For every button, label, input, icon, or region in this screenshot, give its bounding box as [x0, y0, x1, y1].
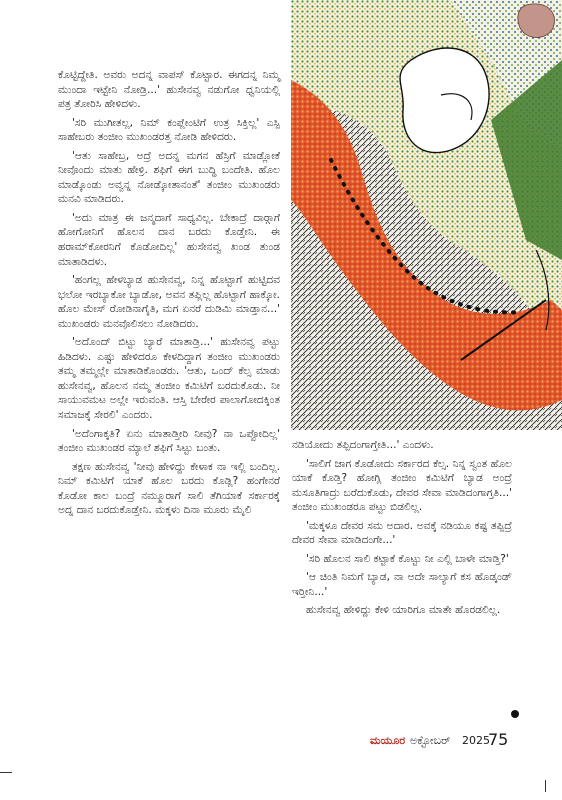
paragraph: ಹುಸೇನವ್ವ ಹೇಳಿದ್ದು ಕೇಳಿ ಯಾರಿಗೂ ಮಾತೇ ಹೊರಡಲಿಲ್ಲ. [306, 604, 501, 617]
story-illustration [291, 0, 562, 430]
paragraph: 'ಆತು ಸಾಹೇಬ್ರ, ಅದ್ರೆ ಅದನ್ನ ಮಗನ ಹೆಸ್ರಿಗೆ ಮಾಡ್ಲೋಕೆ ನೀವೊಂದು ಮಾತು ಹೇಳ್ರಿ. ಶಫಿಗೆ ಈಗ ಬುದ್ಧಿ ಬಂದೇತಿ. ಹೊಲ ಮಾಡ್ಕೊಂಡು ಅವ್ವನ್ನ ನೋಡ್ಕೋತಾನಂತೆ' ತಂಜೀಂ ಮುಖಂಡರು ಮನವಿ ಮಾಡಿದರು. [58, 149, 280, 206]
paragraph: ನಡಿಯೋದು ತಪ್ಪಿದಂಗಾಗ್ತೇತಿ...' ಎಂದಳು. [292, 439, 434, 451]
crop-mark [545, 780, 546, 792]
page-number: 75 [488, 730, 509, 749]
crop-mark [0, 772, 12, 773]
page-footer [370, 730, 520, 752]
paragraph: 'ಅದೊಂದ್‌ ಬಿಟ್ಟು ಬ್ಯಾರೆ ಮಾತಾಡ್ರಿ...' ಹುಸೇನವ್ವ ಪಟ್ಟು ಹಿಡಿದಳು. ಎಷ್ಟು ಹೇಳಿದರೂ ಕೇಳದಿದ್ದಾಗ ತಂಜೀಂ ಮುಖಂಡರು ತಮ್ಮ ತಮ್ಮಲ್ಲೇ ಮಾತಾಡಿಕೊಂಡರು. 'ಆತು, ಒಂದ್‌ ಕೆಲ್ಸ ಮಾಡು ಹುಸೇನವ್ವ, ಹೊಲನ ನಮ್ಮ ತಂಜೀಂ ಕಮಿಟಿಗೆ ಬರದುಕೊಡು. ನೀ ಸಾಯುವಮಟ ಅಲ್ಲೇ ಇರುವಂತಿ. ಆಸ್ತಿ ಬೇರೇರ ಪಾಲಾಗೋದಕ್ಕಿಂತ ಸಮಾಜಕ್ಕೆ ಸೇರಲಿ' ಎಂದರು. [58, 336, 280, 422]
paragraph: 'ಹಂಗಲ್ಲ ಹೇಳಬ್ಯಾಡ ಹುಸೇನವ್ವ, ನಿನ್ನ ಹೊಟ್ಟಾಗೆ ಹುಟ್ಟಿದವ ಭಲೋ ಇರಬ್ಯಾಕೋ ಬ್ಯಾಡೋ, ಅವನ ತಪ್ಲಿಲ್ಲ ಹೊಟ್ಟಾಗೆ ಹಾಕ್ಕೋ. ಹೊಲ ಮೇಸ್‌ ರೋಡಿನಾಗೈತಿ, ಮಗ ಏನರೆ ದುಡಿಮಿ ಮಾಡ್ತಾನ...' ಮುಖಂಡರು ಮನವೊಲಿಸಲು ನೋಡಿದರು. [58, 274, 280, 330]
issue-month: ಅಕ್ಟೋಬರ್ [410, 734, 451, 747]
paragraph: 'ಆ ಚಿಂತಿ ನಿಮಗೆ ಬ್ಯಾಡ, ನಾ ಅದೇ ಸಾಲ್ಯಾಗೆ ಕಸ ಹೊಡ್ಕಂಡ್‌ ಇರ್‍ತೀನಿ...' [292, 571, 512, 598]
end-of-story-dot [511, 710, 519, 718]
paragraph: 'ಮಕ್ಕಳೂ ದೇವರ ಸಮ ಅದಾರ. ಅವಕ್ಕೆ ನಡಿಯೂ ಕಷ್ಟ ತಪ್ಪಿದ್ರೆ ದೇವರ ಸೇವಾ ಮಾಡಿದಂಗೇ...' [292, 519, 512, 547]
paragraph: 'ಸರಿ ಮುಗೀತಲ್ಲ, ನಿಮ್‌ ಕಂಪ್ಲೇಂಟಿಗೆ ಉತ್ರ ಸಿಕ್ತಿಲ್ಲ' ಎಸ್ಪಿ ಸಾಹೇಬರು ತಂಜೀಂ ಮುಖಂಡರತ್ತ ನೋಡಿ ಹೇಳಿದರು. [58, 116, 280, 144]
article-column-right [292, 438, 512, 622]
paragraph: 'ಸಾಲಿಗೆ ಜಾಗ ಕೊಡೋದು ಸರ್ಕಾರದ ಕೆಲ್ಸ. ನಿನ್ನ ಸ್ವಂತ ಹೊಲ ಯಾಕೆ ಕೊಡ್ತಿ? ಹೋಗ್ಲಿ ತಂಜೀಂ ಕಮಿಟಿಗೆ ಬ್ಯಾಡ ಅಂದ್ರೆ ಮಸೂತಿಗಾದ್ರು ಬರೆದುಕೊಡು, ದೇವರ ಸೇವಾ ಮಾಡಿದಂಗಾಗ್ತತಿ...' ತಂಜೀಂ ಮುಖಂಡರೂ ಪಟ್ಟು ಬಿಡಲಿಲ್ಲ. [292, 457, 512, 514]
paragraph: 'ಸರಿ ಹೊಲನ ಸಾಲಿ ಕಟ್ಟಾಕೆ ಕೊಟ್ಟು ನೀ ಎಲ್ಲಿ ಬಾಳೇ ಮಾಡ್ತಿ?' [306, 552, 509, 565]
magazine-logo: ಮಯೂರ [370, 734, 406, 747]
paragraph: 'ಅದೆಂಗಾಕ್ಕತಿ? ಏನು ಮಾತಾಡ್ತೀರಿ ನೀವು? ನಾ ಒಪ್ಪೋದಿಲ್ಲ' ತಂಜೀಂ ಮುಖಂಡರ ಮ್ಯಾಲೆ ಶಫಿಗೆ ಸಿಟ್ಟು ಬಂತು. [58, 427, 280, 455]
paragraph: ತಕ್ಷಣ ಹುಸೇನವ್ವ 'ನೀವು ಹೇಳಿದ್ದು ಕೇಳಾಕ ನಾ ಇಲ್ಲಿ ಬಂದಿಲ್ಲ. ನಿಮ್‌ ಕಮಿಟಿಗೆ ಯಾಕೆ ಹೊಲ ಬರದು ಕೊಡ್ಲಿ? ಹಂಗೇನರೆ ಕೊಡೋ ಕಾಲ ಬಂದ್ರೆ ನಮ್ಮೂರಾಗೆ ಸಾಲಿ ತೆಗಿಯಾಕೆ ಸರ್ಕಾರಕ್ಕೆ ಅದ್ನ ದಾನ ಬರದುಕೊಡ್ತೇನಿ. ಮಕ್ಕಳು ದಿನಾ ಮೂರು ಮೈಲಿ [58, 460, 280, 517]
paragraph: ಕೊಟ್ಟಿದ್ದೇತಿ. ಅವರು ಅದನ್ನ ವಾಪಸ್‌ ಕೊಟ್ಟಾರ. ಈಗದನ್ನ ನಿಮ್ಮ ಮುಂದಾ ಇಟ್ಟೇನಿ ನೋಡ್ರಿ...' ಹುಸೇನವ್ವ ನಡುಗೋ ಧ್ವನಿಯಲ್ಲಿ ಪತ್ರ ತೋರಿಸಿ ಹೇಳಿದಳು. [58, 69, 280, 111]
issue-year: 2025 [462, 734, 490, 747]
paragraph: 'ಅದು ಮಾತ್ರ ಈ ಜನ್ಮದಾಗೆ ಸಾಧ್ಯವಿಲ್ಲ. ಬೇಕಾದ್ರೆ ದಾರ್‍ಗಾಗೆ ಹೋಗೋನಿಗೆ ಹೊಲನ ದಾನ ಬರದು ಕೊಡ್ತೇನಿ. ಈ ಹರಾಮ್‌ಕೋರನಿಗೆ ಕೊಡೋದಿಲ್ಲ' ಹುಸೇನವ್ವ ಖಂಡ ತುಂಡ ಮಾತಾಡಿದಳು. [58, 211, 280, 268]
article-column-left [58, 68, 280, 522]
